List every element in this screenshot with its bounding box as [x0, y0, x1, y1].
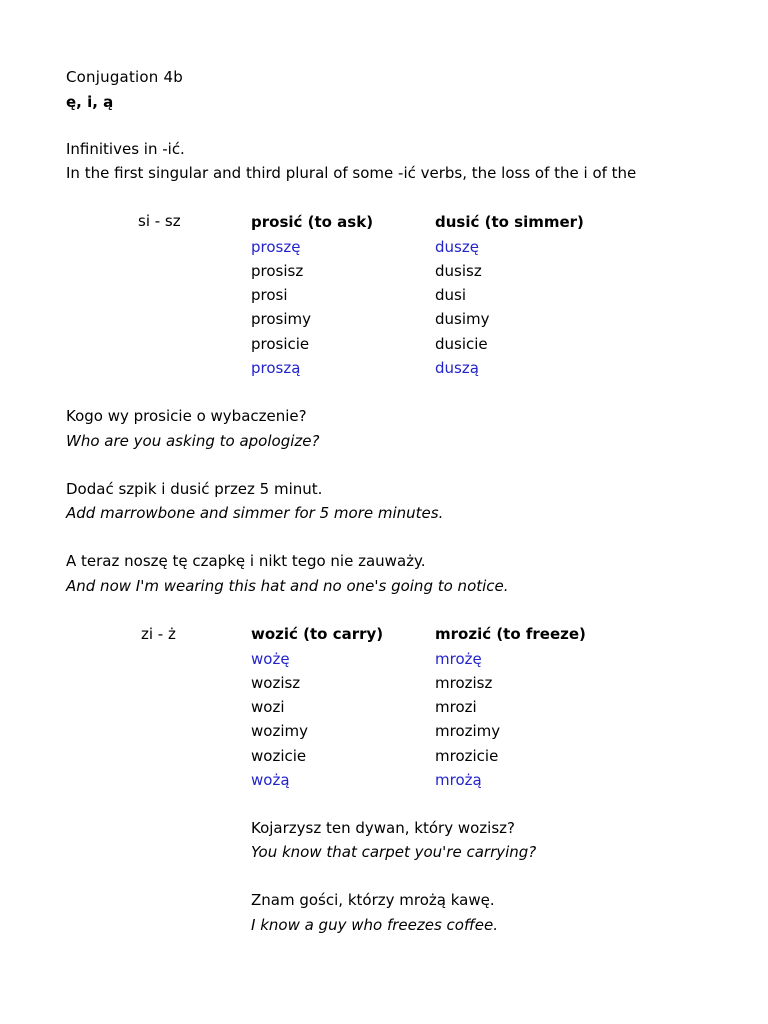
conjugation-form: proszą [251, 359, 301, 377]
conjugation-form: duszę [435, 238, 479, 256]
conjugation-form: wozisz [251, 674, 301, 692]
conjugation-form: wozicie [251, 747, 307, 765]
conjugation-form: prosisz [251, 262, 304, 280]
conjugation-form: duszą [435, 359, 479, 377]
conjugation-form: dusisz [435, 262, 482, 280]
document-title: Conjugation 4b [66, 68, 183, 86]
intro-line-2: In the first singular and third plural of some -ić verbs, the loss of the i of the [66, 164, 637, 182]
conjugation-form: mrozisz [435, 674, 493, 692]
conjugation-form: dusicie [435, 335, 488, 353]
intro-line-1: Infinitives in -ić. [66, 140, 185, 158]
conjugation-form: mrożę [435, 650, 482, 668]
verb-heading-prosic: prosić (to ask) [251, 213, 374, 231]
conjugation-form: prosimy [251, 310, 312, 328]
example-english: Add marrowbone and simmer for 5 more minutes. [66, 504, 444, 522]
verb-heading-dusic: dusić (to simmer) [435, 213, 584, 231]
conjugation-form: mrozimy [435, 722, 501, 740]
conjugation-form: mrożą [435, 771, 482, 789]
example-polish: Kojarzysz ten dywan, który wozisz? [251, 819, 515, 837]
conjugation-form: dusimy [435, 310, 490, 328]
example-english: You know that carpet you're carrying? [251, 843, 537, 861]
pattern-label-zi-z: zi - ż [141, 625, 176, 643]
conjugation-form: mrozi [435, 698, 477, 716]
example-polish: A teraz noszę tę czapkę i nikt tego nie zauważy. [66, 552, 426, 570]
example-english: I know a guy who freezes coffee. [251, 916, 499, 934]
example-polish: Dodać szpik i dusić przez 5 minut. [66, 480, 323, 498]
conjugation-form: proszę [251, 238, 301, 256]
conjugation-form: dusi [435, 286, 467, 304]
conjugation-form: wozimy [251, 722, 308, 740]
conjugation-form: mrozicie [435, 747, 499, 765]
example-english: Who are you asking to apologize? [66, 432, 320, 450]
conjugation-form: wozi [251, 698, 285, 716]
conjugation-form: wożą [251, 771, 290, 789]
vowel-list: ę, i, ą [66, 93, 114, 111]
conjugation-form: wożę [251, 650, 290, 668]
example-polish: Znam gości, którzy mrożą kawę. [251, 891, 495, 909]
pattern-label-si-sz: si - sz [138, 212, 181, 230]
example-english: And now I'm wearing this hat and no one's going to notice. [66, 577, 509, 595]
verb-heading-mrozic: mrozić (to freeze) [435, 625, 586, 643]
conjugation-form: prosi [251, 286, 288, 304]
example-polish: Kogo wy prosicie o wybaczenie? [66, 407, 307, 425]
verb-heading-wozic: wozić (to carry) [251, 625, 384, 643]
conjugation-form: prosicie [251, 335, 310, 353]
